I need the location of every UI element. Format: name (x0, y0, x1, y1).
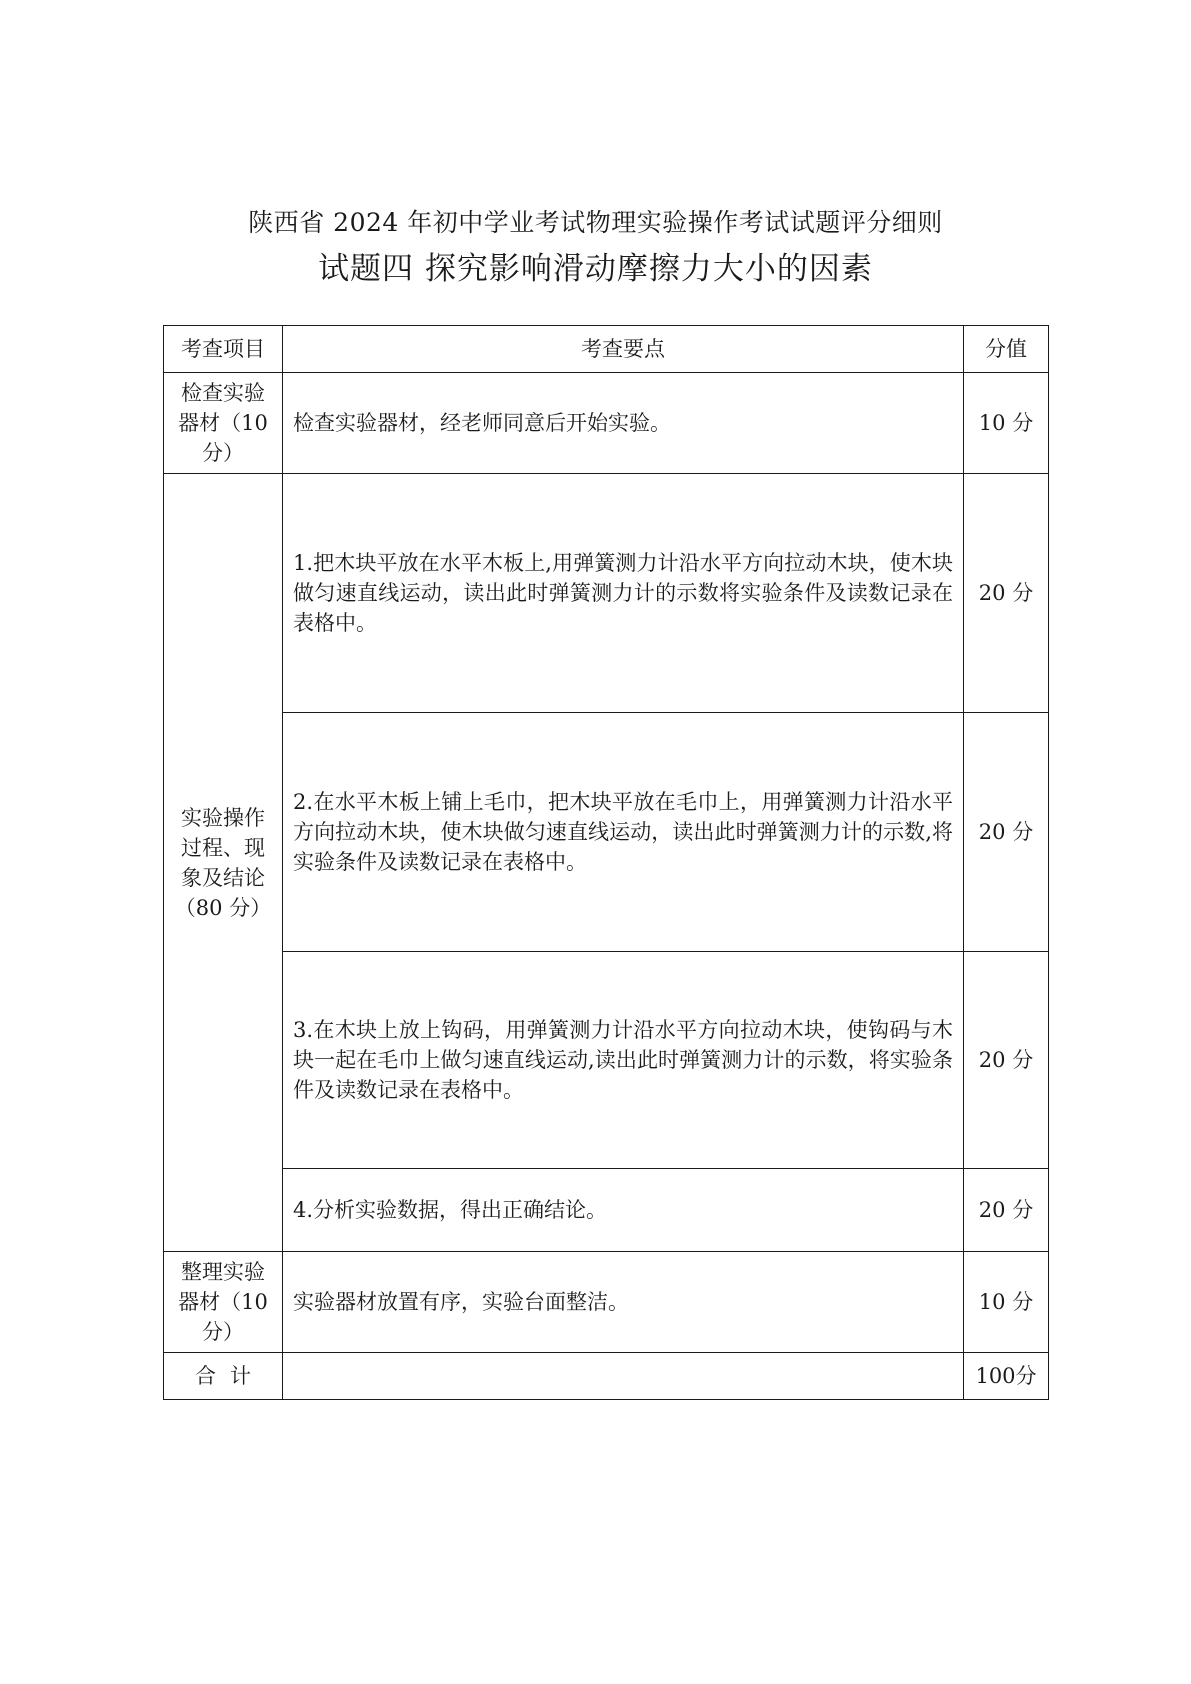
item-label: 实验操作过程、现象及结论（80 分） (174, 805, 272, 920)
document-title: 陕西省 2024 年初中学业考试物理实验操作考试试题评分细则 (248, 208, 943, 237)
total-score-cell: 100分 (964, 1353, 1049, 1400)
point-text: 2.在水平木板上铺上毛巾，把木块平放在毛巾上，用弹簧测力计沿水平方向拉动木块，使木块做匀速直线运动，读出此时弹簧测力计的示数,将实验条件及读数记录在表格中。 (293, 790, 953, 874)
table-row (164, 474, 1049, 713)
point-text: 实验器材放置有序，实验台面整洁。 (293, 1290, 629, 1314)
points-cell (283, 713, 964, 952)
column-header-item: 考查项目 (164, 326, 283, 373)
points-cell (283, 373, 964, 474)
grading-table (163, 325, 1049, 1400)
point-text: 1.把木块平放在水平木板上,用弹簧测力计沿水平方向拉动木块，使木块做匀速直线运动，读出此时弹簧测力计的示数将实验条件及读数记录在表格中。 (293, 551, 953, 635)
item-label: 整理实验器材（10 分） (178, 1260, 268, 1344)
score-cell: 20 分 (964, 474, 1049, 713)
item-cell (164, 474, 283, 1252)
points-cell (283, 1252, 964, 1353)
point-text: 4.分析实验数据，得出正确结论。 (293, 1198, 608, 1222)
table-row (164, 952, 1049, 1169)
point-text: 检查实验器材，经老师同意后开始实验。 (293, 411, 671, 435)
table-row (164, 373, 1049, 474)
column-header-points: 考查要点 (283, 326, 964, 373)
table-row (164, 1169, 1049, 1252)
item-cell (164, 373, 283, 474)
table-header-row (164, 326, 1049, 373)
total-label: 合计 (195, 1364, 265, 1388)
total-row (164, 1353, 1049, 1400)
points-cell (283, 474, 964, 713)
document-header (0, 205, 1191, 291)
column-header-score: 分值 (964, 326, 1049, 373)
score-cell: 20 分 (964, 1169, 1049, 1252)
table-row (164, 713, 1049, 952)
score-cell: 10 分 (964, 373, 1049, 474)
item-cell (164, 1252, 283, 1353)
point-text: 3.在木块上放上钩码，用弹簧测力计沿水平方向拉动木块，使钩码与木块一起在毛巾上做匀速直线运动,读出此时弹簧测力计的示数，将实验条件及读数记录在表格中。 (293, 1018, 953, 1102)
score-cell: 20 分 (964, 713, 1049, 952)
points-cell (283, 952, 964, 1169)
score-cell: 20 分 (964, 952, 1049, 1169)
total-points-cell (283, 1353, 964, 1400)
points-cell (283, 1169, 964, 1252)
score-cell: 10 分 (964, 1252, 1049, 1353)
item-label: 检查实验器材（10 分） (178, 381, 268, 465)
total-label-cell (164, 1353, 283, 1400)
document-subtitle: 试题四 探究影响滑动摩擦力大小的因素 (318, 251, 873, 287)
table-row (164, 1252, 1049, 1353)
